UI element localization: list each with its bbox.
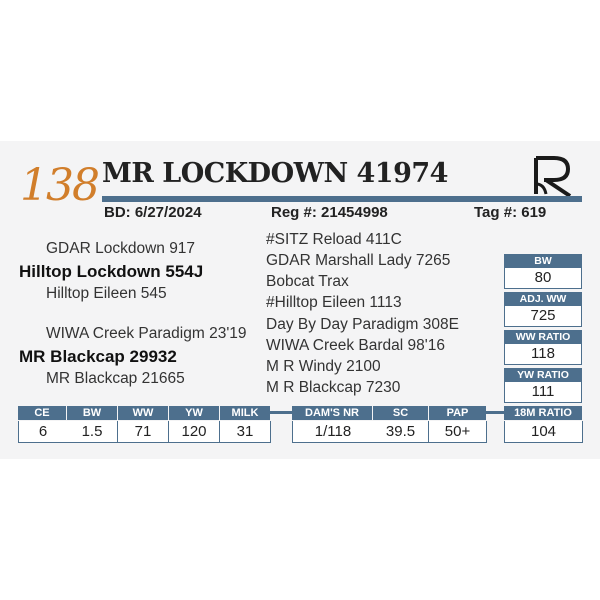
title-underline <box>102 196 582 202</box>
epd-value: 31 <box>220 421 271 443</box>
dam-stat-value: 39.5 <box>373 421 429 443</box>
pedigree-ancestor: WIWA Creek Bardal 98'16 <box>266 337 445 354</box>
sire: Hilltop Lockdown 554J <box>19 262 204 281</box>
epd-table <box>18 406 270 442</box>
group-connector <box>270 411 292 414</box>
dam-stat-value: 50+ <box>429 421 487 443</box>
pedigree-ancestor: Bobcat Trax <box>266 273 349 290</box>
r-brand-logo-icon <box>532 154 578 198</box>
animal-name: MR LOCKDOWN 41974 <box>102 158 448 189</box>
epd-value: 71 <box>118 421 169 443</box>
yw-ratio-box <box>504 368 582 403</box>
weight-value: 111 <box>504 382 582 403</box>
bw-box <box>504 254 582 289</box>
tag-number: Tag #: 619 <box>474 204 547 221</box>
epd-label: MILK <box>220 406 270 420</box>
pedigree-ancestor: M R Windy 2100 <box>266 358 381 375</box>
pedigree-ancestor: GDAR Marshall Lady 7265 <box>266 252 451 269</box>
weight-value: 80 <box>504 268 582 289</box>
18m-ratio-box <box>504 406 582 442</box>
sire-dam: Hilltop Eileen 545 <box>46 285 167 302</box>
epd-value: 1.5 <box>67 421 118 443</box>
epd-label: YW <box>169 406 219 420</box>
weight-label: ADJ. WW <box>504 292 582 306</box>
weight-label: 18M RATIO <box>504 406 582 420</box>
weight-label: BW <box>504 254 582 268</box>
epd-label: BW <box>67 406 117 420</box>
birth-date: BD: 6/27/2024 <box>104 204 202 221</box>
lot-number: 138 <box>20 160 98 211</box>
epd-value: 6 <box>18 421 68 443</box>
dam-stat-label: SC <box>373 406 428 420</box>
epd-label: CE <box>18 406 66 420</box>
dam-stat-label: DAM'S NR <box>292 406 372 420</box>
weight-value: 104 <box>504 421 583 443</box>
dam-stat-label: PAP <box>429 406 486 420</box>
dam-stats-table <box>292 406 488 442</box>
group-connector <box>486 411 506 414</box>
ww-ratio-box <box>504 330 582 365</box>
weight-label: WW RATIO <box>504 330 582 344</box>
pedigree-ancestor: #Hilltop Eileen 1113 <box>266 294 402 311</box>
pedigree-ancestor: #SITZ Reload 411C <box>266 231 402 248</box>
weight-label: YW RATIO <box>504 368 582 382</box>
pedigree-ancestor: Day By Day Paradigm 308E <box>266 316 459 333</box>
epd-value: 120 <box>169 421 220 443</box>
adj-ww-box <box>504 292 582 327</box>
sire-sire: GDAR Lockdown 917 <box>46 240 196 257</box>
dam-sire: WIWA Creek Paradigm 23'19 <box>46 325 247 342</box>
weight-value: 725 <box>504 306 582 327</box>
dam-dam: MR Blackcap 21665 <box>46 370 185 387</box>
pedigree-ancestor: M R Blackcap 7230 <box>266 379 401 396</box>
dam-stat-value: 1/118 <box>292 421 374 443</box>
epd-label: WW <box>118 406 168 420</box>
registration-number: Reg #: 21454998 <box>271 204 388 221</box>
dam: MR Blackcap 29932 <box>19 347 177 366</box>
weight-value: 118 <box>504 344 582 365</box>
